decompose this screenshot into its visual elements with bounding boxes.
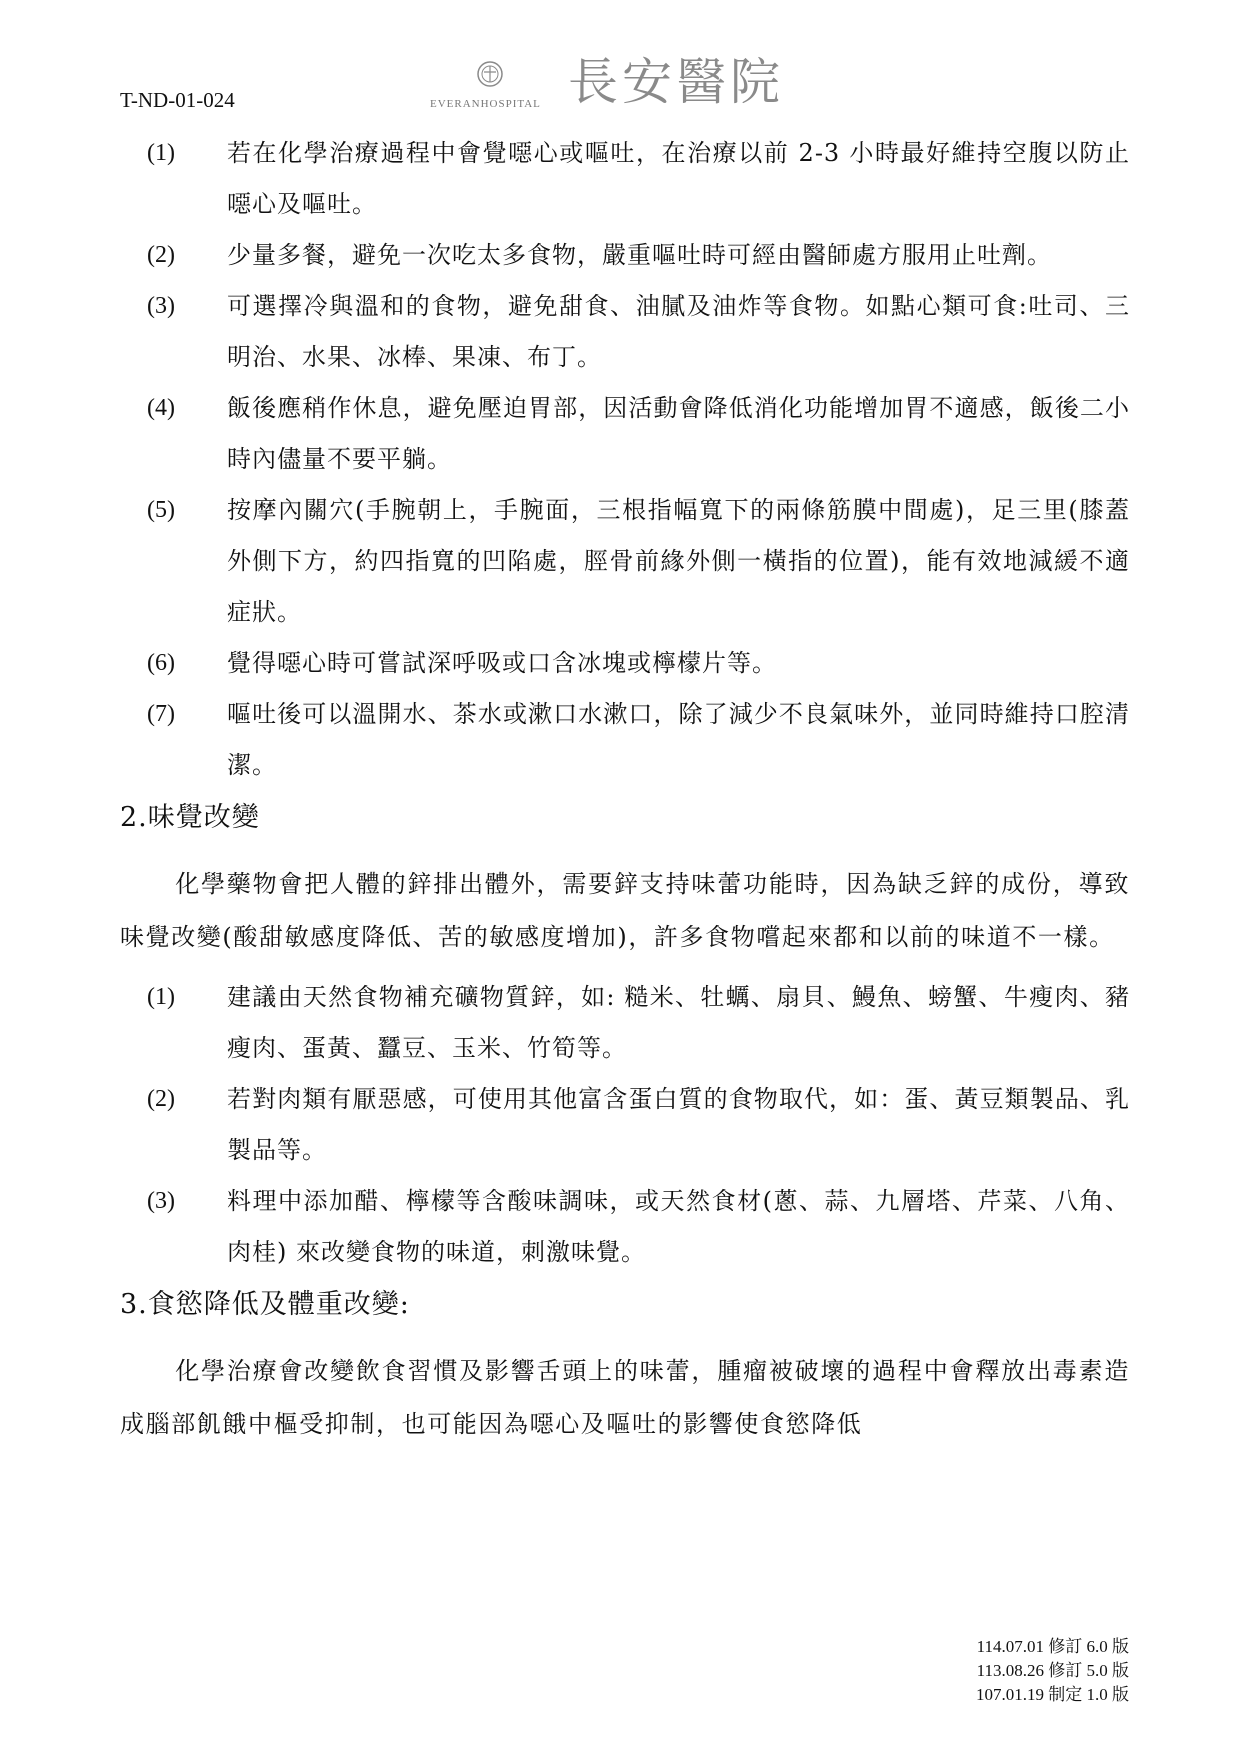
list-item-text: 嘔吐後可以溫開水、茶水或漱口水漱口，除了減少不良氣味外，並同時維持口腔清潔。 <box>227 700 1130 779</box>
revision-history <box>976 1635 1129 1707</box>
list-item-number: (1) <box>147 984 175 1010</box>
document-code: T-ND-01-024 <box>120 88 235 112</box>
list-item-text: 少量多餐，避免一次吃太多食物，嚴重嘔吐時可經由醫師處方服用止吐劑。 <box>227 241 1052 269</box>
list-item-text: 按摩內關穴(手腕朝上，手腕面，三根指幅寬下的兩條筋膜中間處)，足三里(膝蓋外側下方，約四指寬的凹陷處，脛骨前緣外側一橫指的位置)，能有效地減緩不適症狀。 <box>227 496 1130 626</box>
revision-line: 113.08.26 修訂 5.0 版 <box>976 1661 1129 1680</box>
logo-chinese-name: 長安醫院 <box>568 53 784 111</box>
list-item-text: 建議由天然食物補充礦物質鋅，如: 糙米、牡蠣、扇貝、鰻魚、螃蟹、牛瘦肉、豬瘦肉、蛋黃、蠶豆、玉米、竹筍等。 <box>227 983 1130 1062</box>
hospital-emblem-icon <box>475 59 505 89</box>
list-item-text: 若在化學治療過程中會覺噁心或嘔吐，在治療以前 2-3 小時最好維持空腹以防止噁心及嘔吐。 <box>227 139 1130 218</box>
list-item <box>120 1176 1130 1278</box>
list-item <box>120 383 1130 485</box>
list-item-number: (1) <box>147 140 175 166</box>
list-item-text: 若對肉類有厭惡感，可使用其他富含蛋白質的食物取代，如：蛋、黃豆類製品、乳製品等。 <box>227 1085 1130 1164</box>
list-item <box>120 638 1130 689</box>
list-item-number: (3) <box>147 1188 175 1214</box>
list-item-number: (2) <box>147 1086 175 1112</box>
section-title-appetite-weight: 3.食慾降低及體重改變: <box>120 1289 410 1320</box>
list-item <box>120 485 1130 638</box>
revision-line: 107.01.19 制定 1.0 版 <box>976 1685 1129 1704</box>
list-item-text: 可選擇冷與溫和的食物，避免甜食、油膩及油炸等食物。如點心類可食:吐司、三明治、水果、冰棒、果凍、布丁。 <box>227 292 1130 371</box>
list-item <box>120 1074 1130 1176</box>
list-item-text: 飯後應稍作休息，避免壓迫胃部，因活動會降低消化功能增加胃不適感，飯後二小時內儘量不要平躺。 <box>227 394 1130 473</box>
list-item-text: 覺得噁心時可嘗試深呼吸或口含冰塊或檸檬片等。 <box>227 649 777 677</box>
list-item-number: (5) <box>147 497 175 523</box>
revision-line: 114.07.01 修訂 6.0 版 <box>976 1637 1129 1656</box>
section-paragraph: 化學治療會改變飲食習慣及影響舌頭上的味蕾，腫瘤被破壞的過程中會釋放出毒素造成腦部飢餓中樞受抑制，也可能因為噁心及嘔吐的影響使食慾降低 <box>120 1357 1130 1438</box>
list-item-number: (2) <box>147 242 175 268</box>
list-item-text: 料理中添加醋、檸檬等含酸味調味，或天然食材(蔥、蒜、九層塔、芹菜、八角、肉桂) 來改變食物的味道，刺激味覺。 <box>227 1187 1130 1266</box>
list-item-number: (7) <box>147 701 175 727</box>
list-item <box>120 230 1130 281</box>
list-item-number: (4) <box>147 395 175 421</box>
section2-list <box>120 972 1130 1278</box>
list-item-number: (3) <box>147 293 175 319</box>
section-title-taste-change: 2.味覺改變 <box>120 802 260 833</box>
section1-list <box>120 128 1130 791</box>
list-item <box>120 689 1130 791</box>
list-item <box>120 281 1130 383</box>
document-body <box>120 128 1130 1459</box>
logo-english-name: EVERANHOSPITAL <box>430 98 541 110</box>
section-paragraph: 化學藥物會把人體的鋅排出體外，需要鋅支持味蕾功能時，因為缺乏鋅的成份，導致味覺改變(酸甜敏感度降低、苦的敏感度增加)，許多食物嚐起來都和以前的味道不一樣。 <box>120 870 1130 951</box>
hospital-logo <box>420 55 840 125</box>
list-item-number: (6) <box>147 650 175 676</box>
list-item <box>120 972 1130 1074</box>
list-item <box>120 128 1130 230</box>
